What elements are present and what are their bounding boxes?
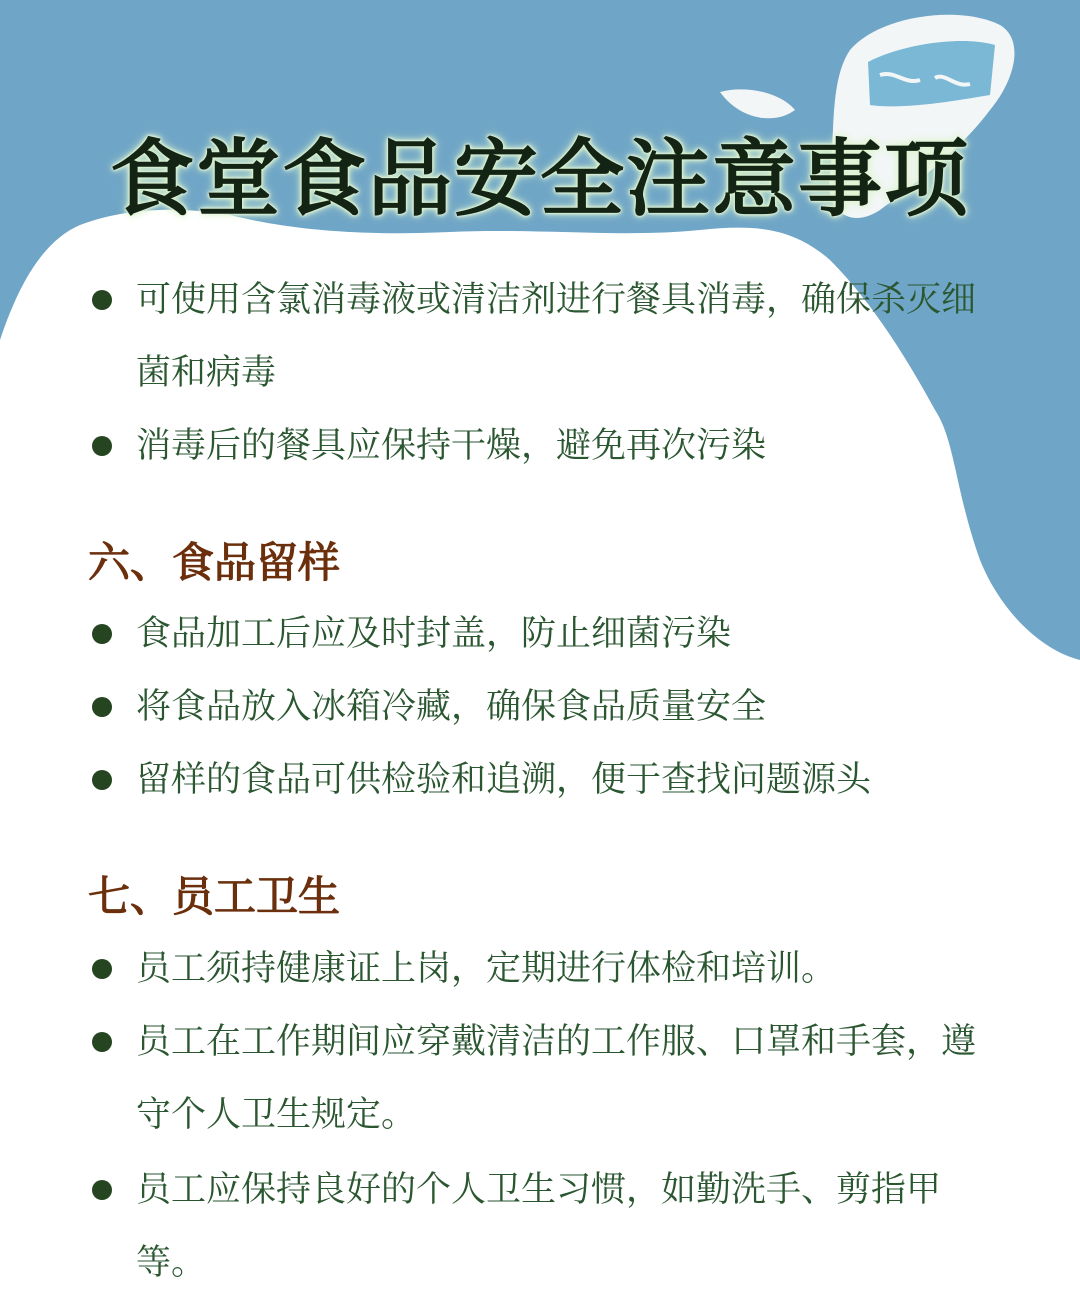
- list-item-text: 员工应保持良好的个人卫生习惯，如勤洗手、剪指甲等。: [136, 1170, 942, 1283]
- list-item: [136, 1006, 996, 1152]
- list-item-text: 员工在工作期间应穿戴清洁的工作服、口罩和手套，遵守个人卫生规定。: [136, 1022, 977, 1135]
- list-item: [136, 1154, 996, 1300]
- list-item-text: 将食品放入冰箱冷藏，确保食品质量安全: [136, 687, 767, 727]
- section-heading: 七、员工卫生: [88, 872, 341, 921]
- bullet-icon: [92, 959, 112, 979]
- list-item: [136, 744, 996, 817]
- bullet-icon: [92, 1032, 112, 1052]
- list-item: [136, 933, 996, 1006]
- list-item-text: 员工须持健康证上岗，定期进行体检和培训。: [136, 949, 837, 989]
- list-item-text: 可使用含氯消毒液或清洁剂进行餐具消毒，确保杀灭细菌和病毒: [136, 280, 977, 393]
- bullet-icon: [92, 436, 112, 456]
- bullet-icon: [92, 697, 112, 717]
- list-item: [136, 598, 996, 671]
- bullet-icon: [92, 624, 112, 644]
- list-item-text: 食品加工后应及时封盖，防止细菌污染: [136, 614, 732, 654]
- list-item-text: 消毒后的餐具应保持干燥，避免再次污染: [136, 426, 767, 466]
- section-heading: 六、食品留样: [88, 538, 341, 587]
- list-item: [136, 410, 996, 483]
- bullet-icon: [92, 770, 112, 790]
- list-item: [136, 264, 996, 410]
- list-item: [136, 671, 996, 744]
- page-title: 食堂食品安全注意事项: [109, 130, 970, 228]
- bullet-icon: [92, 290, 112, 310]
- bullet-icon: [92, 1180, 112, 1200]
- list-item-text: 留样的食品可供检验和追溯，便于查找问题源头: [136, 760, 872, 800]
